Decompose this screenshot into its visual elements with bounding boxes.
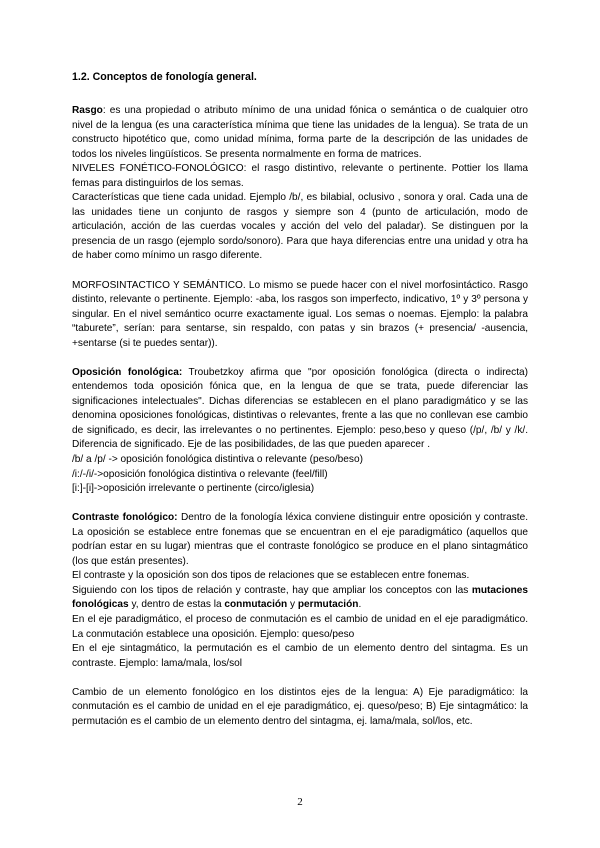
permutacion-paragraph: En el eje sintagmático, la permutación es el cambio de un elemento dentro del sintagma. Es un contraste. Ejemplo: lama/mala, los/sol [72,643,528,669]
page-number: 2 [297,796,303,808]
contraste-term: Contraste fonológico: [72,512,178,524]
rasgo-definition: Rasgo: es una propiedad o atributo mínimo de una unidad fónica o semántica o de cualquier otro nivel de la lengua (es una característica mínima que tiene las unidades de la lengua). Se trata de un constructo hipotético que, como unidad mínima, forma parte de la descripción de las unidades de todos los niveles lingüísticos. Se presenta normalmente en forma de matrices. [72,105,528,160]
contraste-relaciones-paragraph: El contraste y la oposición son dos tipos de relaciones que se establecen entre fonemas. [72,570,470,582]
contraste-paragraph: Contraste fonológico: Dentro de la fonología léxica conviene distinguir entre oposición y contraste. La oposición se establece entre fonemas que se encuentran en el eje paradigmático (aquellos que podrían estar en su lugar) mientras que el contraste fonológico se produce en el plano sintagmático (los que están presentes). [72,512,529,567]
rasgo-fonetico-paragraph: NIVELES FONÉTICO-FONOLÓGICO: el rasgo distintivo, relevante o pertinente. Pottier los llama femas para distinguirlos de los semas. [72,163,528,189]
cambio-ejes-paragraph: Cambio de un elemento fonológico en los distintos ejes de la lengua: A) Eje paradigmático: la conmutación es el cambio de unidad en el eje paradigmático, ej. queso/peso; B) Eje sintagmático: la permutación es el cambio de un elemento dentro del sintagma, ej. lama/mala, sol/los, etc. [72,686,528,727]
oposicion-paragraph: Oposición fonológica: Troubetzkoy afirma que "por oposición fonológica (directa o indirecta) entendemos toda oposición fónica que, en la lengua de que se trata, puede diferenciar las significaciones intelectuales". Dichas diferencias se establecen en el plano paradigmático y se las denomina oposiciones fonológicas, distintivas o relevantes, frente a las que no conllevan ese cambio de significado, es decir, las irrelevantes o no pertinentes. Ejemplo: peso,beso y queso (/p/, /b/ y /k/. Diferencia de significado. Eje de las posibilidades, de las que pueden aparecer . [72,366,528,451]
oposicion-example-1: /b/ a /p/ -> oposición fonológica distintiva o relevante (peso/beso) [72,454,363,466]
section-heading: 1.2. Conceptos de fonología general. [72,71,257,83]
document-page [72,70,528,729]
oposicion-term: Oposición fonológica: [72,366,183,378]
mutaciones-paragraph: Siguiendo con los tipos de relación y contraste, hay que ampliar los conceptos con las mutaciones fonológicas y, dentro de estas la conmutación y permutación. [72,584,528,611]
oposicion-example-3: [i:]-[i]->oposición irrelevante o pertinente (circo/iglesia) [72,483,315,495]
rasgo-term: Rasgo [72,105,103,116]
conmutacion-paragraph: En el eje paradigmático, el proceso de conmutación es el cambio de unidad en el eje paradigmático. La conmutación establece una oposición. Ejemplo: queso/peso [72,614,528,640]
rasgo-caracteristicas-paragraph: Características que tiene cada unidad. Ejemplo /b/, es bilabial, oclusivo , sonora y oral. Cada una de las unidades tiene un conjunto de rasgos y siempre son 4 (punto de articulación, modo de articulación, acción de las cuerdas vocales y acción del velo del paladar). Se distinguen por la presencia de un rasgo (ejemplo sordo/sonoro). Para que haya diferencias entre una unidad y otra ha de haber como mínimo un rasgo diferente. [72,192,528,262]
oposicion-example-2: /i:/-/i/->oposición fonológica distintiva o relevante (feel/fill) [72,468,328,480]
rasgo-morfosintactico-paragraph: MORFOSINTACTICO Y SEMÁNTICO. Lo mismo se puede hacer con el nivel morfosintáctico. Rasgo distinto, relevante o pertinente. Ejemplo: -aba, los rasgos son imperfecto, indicativo, 1º y 3º persona y singular. En el nivel semántico ocurre exactamente igual. Los semas o noemas. Ejemplo: la palabra “taburete”, serían: para sentarse, sin respaldo, con patas y sin brazos (+ presencia/ -ausencia, +sentarse (si te puedes sentar)). [72,279,528,349]
